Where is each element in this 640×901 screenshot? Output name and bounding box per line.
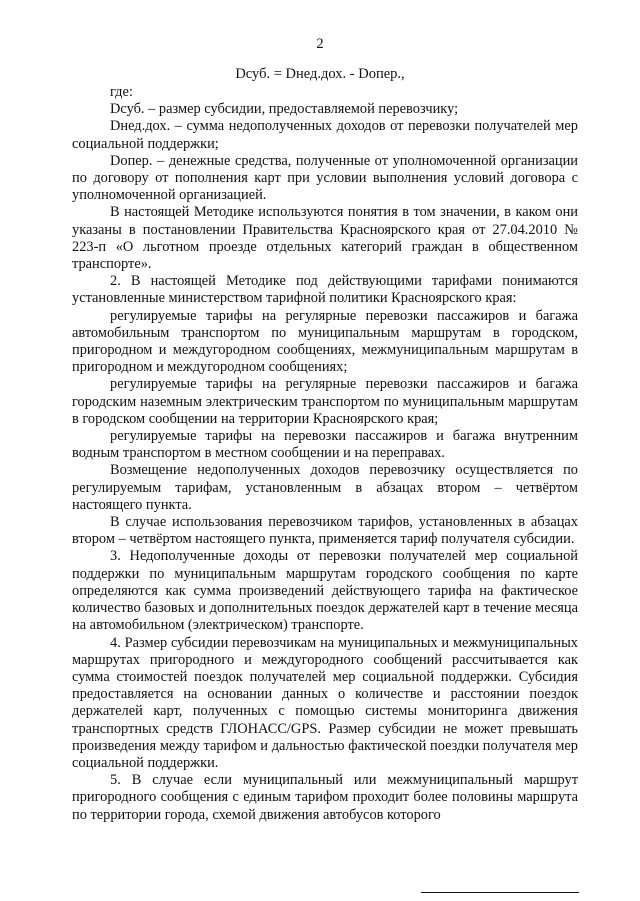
paragraph: 3. Недополученные доходы от перевозки получателей мер социальной поддержки по муниципальным маршрутам городского сообщения по карте определяются как сумма произведений действующего тарифа на фактическое количество базовых и дополнительных поездок держателей карт в течение месяца на автомобильном (электрическом) транспорте. bbox=[72, 548, 578, 634]
page-number: 2 bbox=[316, 36, 324, 52]
paragraph: 5. В случае если муниципальный или межмуниципальный маршрут пригородного сообщения с единым тарифом проходит более половины маршрута по территории города, схемой движения автобусов которого bbox=[72, 772, 578, 823]
paragraph: Возмещение недополученных доходов перевозчику осуществляется по регулируемым тарифам, установленным в абзацах втором – четвёртом настоящего пункта. bbox=[72, 462, 578, 513]
paragraph: В настоящей Методике используются понятия в том значении, в каком они указаны в постановлении Правительства Красноярского края от 27.04.2010 № 223-п «О льготном проезде отдельных категорий граждан в общественном транспорте». bbox=[72, 204, 578, 273]
paragraph: регулируемые тарифы на регулярные перевозки пассажиров и багажа городским наземным электрическим транспортом по муниципальным маршрутам в городском сообщении на территории Красноярского края; bbox=[72, 376, 578, 427]
document-body bbox=[72, 84, 578, 824]
formula: Dсуб. = Dнед.дох. - Dопер., bbox=[235, 66, 405, 82]
paragraph: Dсуб. – размер субсидии, предоставляемой перевозчику; bbox=[110, 101, 459, 118]
paragraph: регулируемые тарифы на перевозки пассажиров и багажа внутренним водным транспортом в местном сообщении и на переправах. bbox=[72, 428, 578, 462]
paragraph: 4. Размер субсидии перевозчикам на муниципальных и межмуниципальных маршрутах пригородного и междугородного сообщений рассчитывается как сумма стоимостей поездок получателей мер социальной поддержки. Субсидия предоставляется на основании данных о количестве и расстоянии поездок держателей карт, полученных с помощью системы мониторинга движения транспортных средств ГЛОНАСС/GPS. Размер субсидии не может превышать произведения между тарифом и дальностью фактической поездки получателя мер социальной поддержки. bbox=[72, 634, 578, 771]
paragraph: 2. В настоящей Методике под действующими тарифами понимаются установленные министерством тарифной политики Красноярского края: bbox=[72, 273, 578, 307]
paragraph: где: bbox=[110, 84, 133, 100]
footer-rule bbox=[421, 892, 579, 893]
paragraph: В случае использования перевозчиком тарифов, установленных в абзацах втором – четвёртом настоящего пункта, применяется тариф получателя субсидии. bbox=[72, 514, 578, 548]
paragraph: Dопер. – денежные средства, полученные от уполномоченной организации по договору от пополнения карт при условии выполнения условий договора с уполномоченной организацией. bbox=[72, 152, 578, 204]
paragraph: Dнед.дох. – сумма недополученных доходов от перевозки получателей мер социальной поддержки; bbox=[72, 118, 578, 152]
paragraph: регулируемые тарифы на регулярные перевозки пассажиров и багажа автомобильным транспортом по муниципальным маршрутам в городском, пригородном и междугородном сообщениях, межмуниципальным маршрутам в пригородном и междугородном сообщениях; bbox=[72, 307, 578, 376]
